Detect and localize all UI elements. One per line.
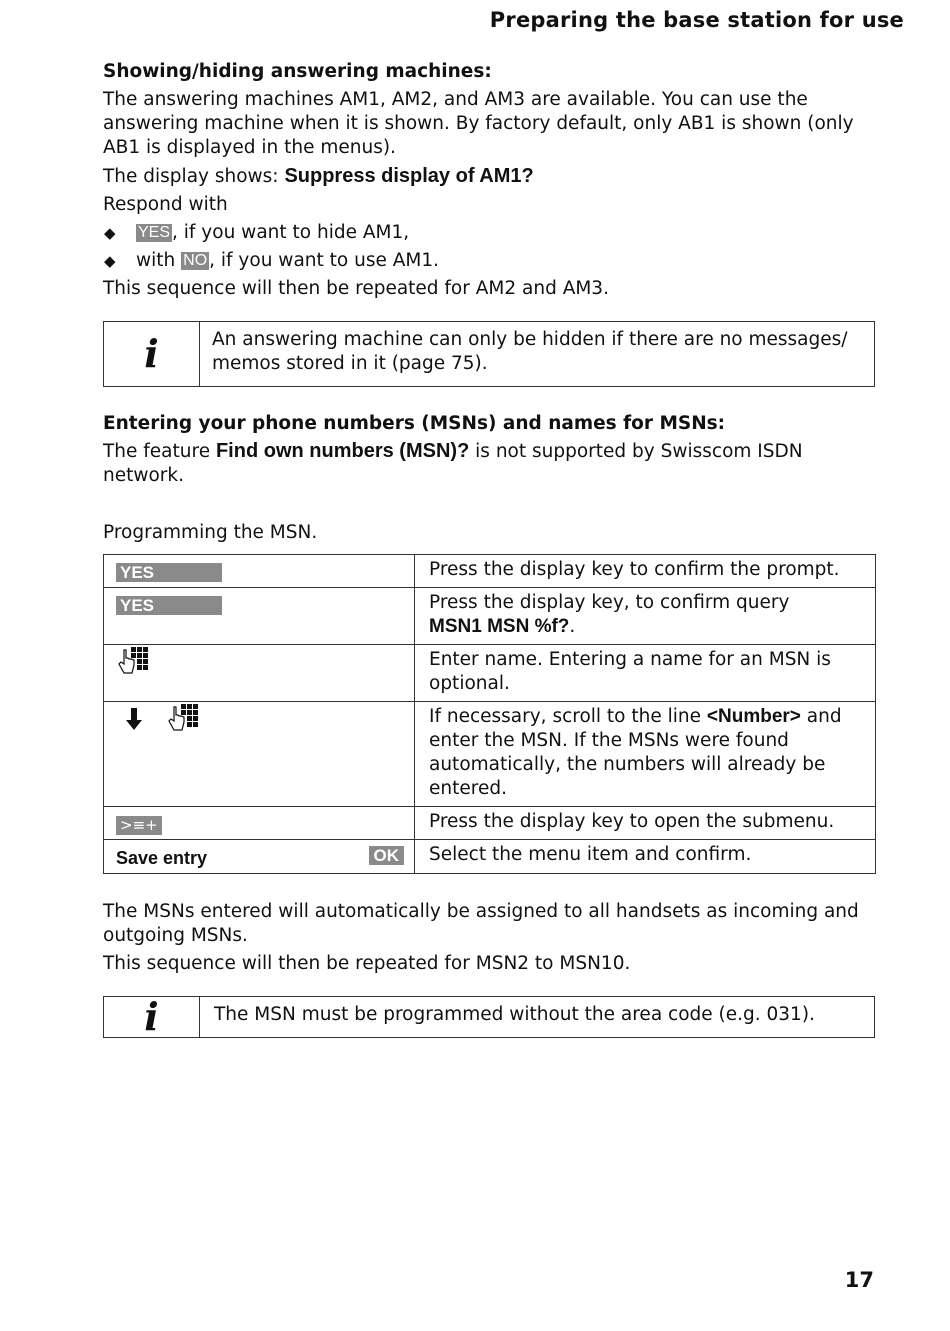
table-row [104, 645, 876, 702]
page-content [103, 60, 875, 1038]
bullet-no [103, 249, 875, 273]
step-suffix: . [569, 616, 576, 637]
step-text: Press the display key, to confirm query [429, 592, 790, 613]
step-key-cell [104, 807, 415, 840]
bullet-no-label: , if you want to use AM1. [209, 250, 439, 271]
info-note-answering [103, 321, 875, 387]
info-note-text: An answering machine can only be hidden if there are no messages/ memos stored in it (page 75). [212, 329, 848, 374]
feature-prefix: The feature [103, 441, 216, 462]
step-key-cell [104, 645, 415, 702]
diamond-bullet-icon: ◆ [104, 252, 116, 270]
display-prefix: The display shows: [103, 166, 285, 187]
step-key-cell [104, 840, 415, 874]
yes-key: YES [116, 596, 222, 615]
display-text: Suppress display of AM1? [284, 165, 534, 187]
section-heading-msn: Entering your phone numbers (MSNs) and names for MSNs: [103, 413, 726, 434]
answering-paragraph: The answering machines AM1, AM2, and AM3 are available. You can use the answering machine when it is shown. By factory default, only AB1 is shown (only AB1 is displayed in the menus). [103, 89, 854, 158]
page-number: 17 [844, 1268, 874, 1292]
info-icon: i [104, 322, 200, 386]
section-heading-answering: Showing/hiding answering machines: [103, 61, 492, 82]
yes-key: YES [138, 224, 171, 241]
bullet-no-prefix: with [136, 250, 182, 271]
step-text-cell [415, 588, 876, 645]
step-text: Select the menu item and confirm. [415, 840, 876, 874]
after-paragraph: The MSNs entered will automatically be assigned to all handsets as incoming and outgoing MSNs. [103, 901, 859, 946]
table-row [104, 840, 876, 874]
bullet-no-text [136, 249, 439, 273]
step-text: Press the display key to confirm the prompt. [415, 555, 876, 588]
respond-line: Respond with [103, 194, 228, 215]
no-key: NO [183, 252, 208, 269]
step-text-cell [415, 702, 876, 807]
menu-item-save-entry: Save entry [116, 848, 208, 868]
step-text: Enter name. Entering a name for an MSN is optional. [415, 645, 876, 702]
display-line [103, 164, 875, 189]
step-bold: <Number> [706, 706, 801, 727]
table-row [104, 807, 876, 840]
table-row [104, 702, 876, 807]
ok-key: OK [369, 846, 405, 865]
table-row [104, 555, 876, 588]
menu-icon: >≡+ [116, 816, 162, 835]
keypad-icon [168, 702, 202, 736]
down-arrow-icon [124, 706, 144, 732]
step-key-cell [104, 702, 415, 807]
info-icon: i [104, 997, 200, 1037]
bullet-yes-label: , if you want to hide AM1, [172, 222, 410, 243]
step-text-suffix: and enter the MSN. If the MSNs were found automatically, the numbers will already be entered. [429, 706, 842, 799]
bullet-yes-text [136, 221, 409, 245]
yes-key: YES [116, 563, 222, 582]
step-key-cell [104, 588, 415, 645]
feature-name: Find own numbers (MSN)? [215, 440, 470, 462]
repeat-line: This sequence will then be repeated for AM2 and AM3. [103, 278, 609, 299]
step-bold: MSN1 MSN %f? [429, 616, 570, 637]
feature-suffix: is not supported by Swisscom ISDN network. [103, 441, 803, 486]
info-note-msn [103, 996, 875, 1038]
keypad-icon [118, 645, 152, 679]
programming-line: Programming the MSN. [103, 522, 318, 543]
steps-table [103, 554, 876, 874]
feature-line [103, 439, 875, 488]
repeat-msn-line: This sequence will then be repeated for MSN2 to MSN10. [103, 953, 631, 974]
info-note-text: The MSN must be programmed without the area code (e.g. 031). [214, 1004, 815, 1025]
page-header: Preparing the base station for use [489, 8, 904, 32]
table-row [104, 588, 876, 645]
bullet-yes [103, 221, 875, 245]
step-key-cell [104, 555, 415, 588]
diamond-bullet-icon: ◆ [104, 224, 116, 242]
step-text: Press the display key to open the submenu. [415, 807, 876, 840]
step-text: If necessary, scroll to the line [429, 706, 707, 727]
